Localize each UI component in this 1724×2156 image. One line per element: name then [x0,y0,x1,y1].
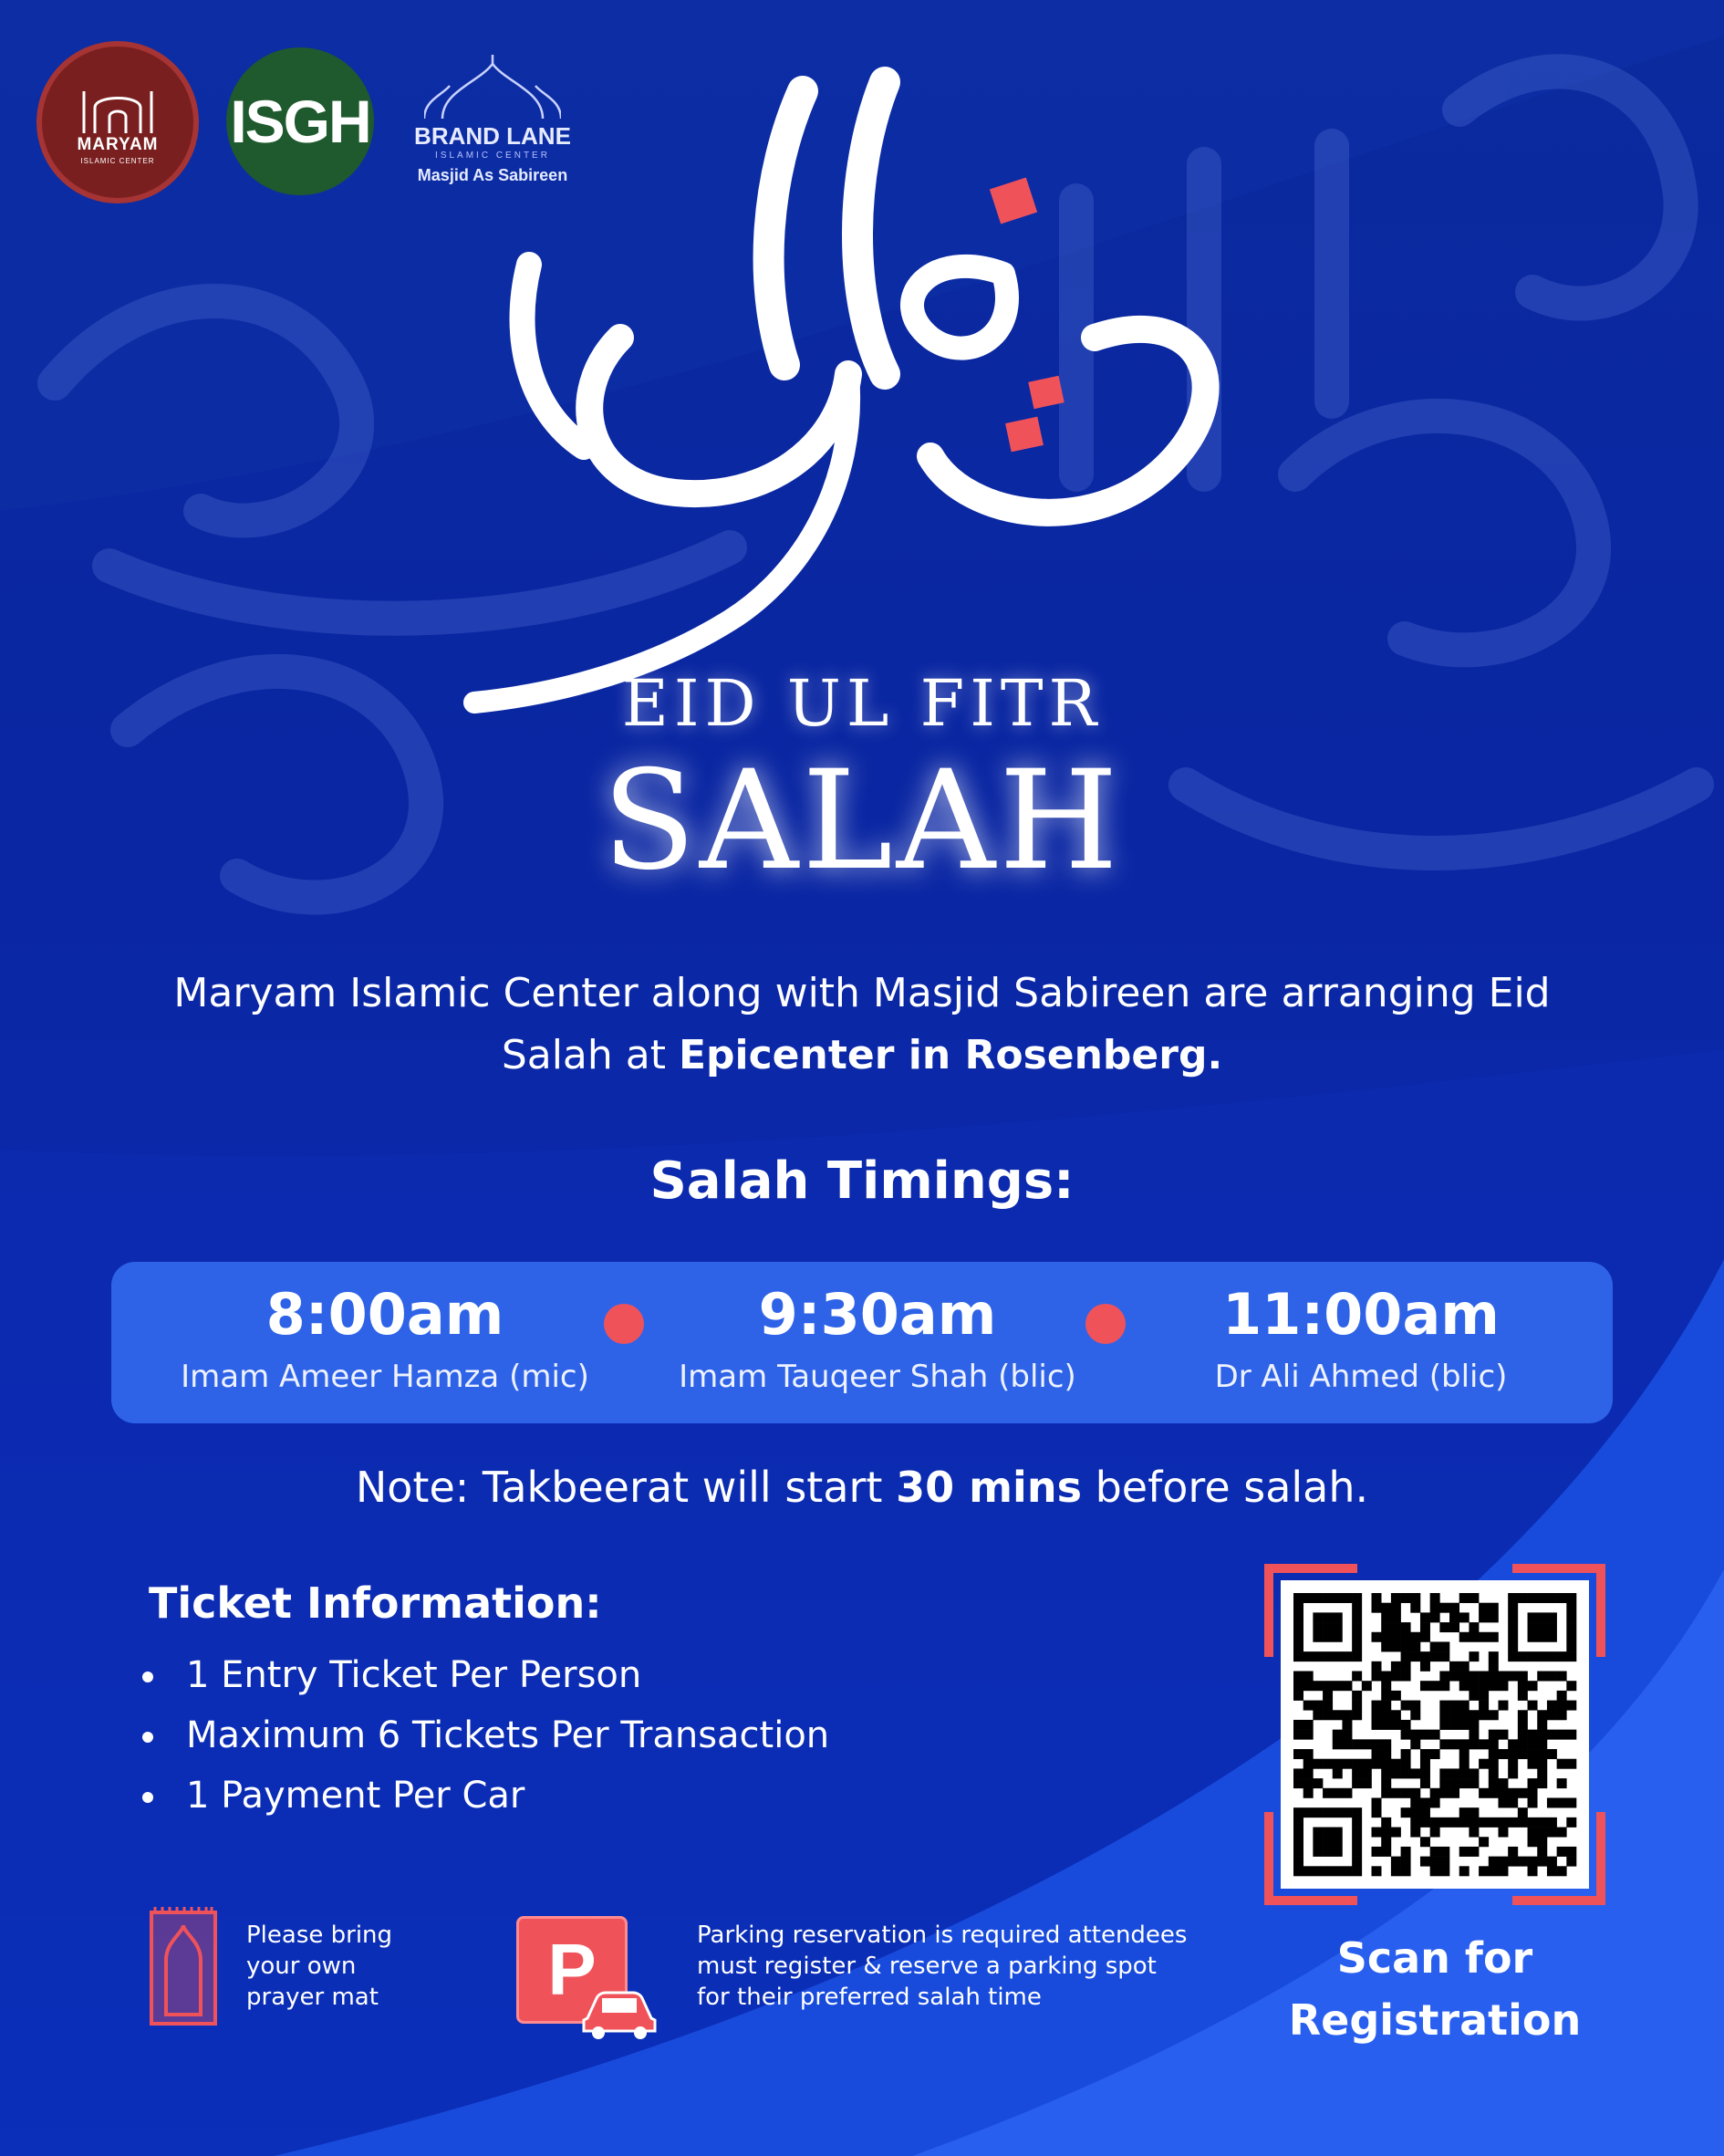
salah-timings-heading: Salah Timings: [649,1151,1075,1211]
timing-slot [175,1262,595,1423]
timing-time: 11:00am [1222,1281,1500,1348]
bullet-icon [142,1792,153,1803]
intro-text-plain: Maryam Islamic Center along with Masjid Sabireen are arranging Eid Salah at [173,970,1551,1078]
separator-dot-icon [1085,1304,1126,1344]
maryam-logo-name: MARYAM [77,134,159,154]
ticket-item-text: 1 Payment Per Car [186,1775,525,1817]
prayer-mat-note: Please bring your own prayer mat [246,1922,393,2011]
note-bold: 30 mins [896,1463,1082,1512]
list-item [139,1648,829,1708]
maryam-logo [36,41,199,203]
list-item [139,1708,829,1768]
parking-icon [516,1916,662,2044]
timing-slot [1169,1262,1553,1423]
qr-caption-line2: Registration [1288,1995,1582,2045]
ticket-info-list [139,1648,829,1828]
car-icon [578,1985,660,2040]
ticket-info-heading: Ticket Information: [149,1578,602,1628]
qr-code-image [1281,1580,1589,1889]
qr-caption [1259,1927,1611,2051]
bullet-icon [142,1732,153,1743]
ticket-item-text: 1 Entry Ticket Per Person [186,1654,642,1696]
mosque-icon [77,80,159,135]
timing-slot [640,1262,1115,1423]
brand-lane-masjid: Masjid As Sabireen [417,166,568,184]
timing-time: 9:30am [758,1281,997,1348]
parking-note: Parking reservation is required attendees must register & reserve a parking spot for their preferred salah time [697,1922,1188,2011]
ticket-item-text: Maximum 6 Tickets Per Transaction [186,1714,830,1756]
prayer-mat-icon [146,1905,221,2031]
timing-imam: Imam Tauqeer Shah (blic) [679,1359,1076,1396]
timing-imam: Imam Ameer Hamza (mic) [181,1359,589,1396]
brand-lane-sub: ISLAMIC CENTER [435,151,550,161]
note-before: Note: Takbeerat will start [355,1463,897,1512]
bullet-icon [142,1672,153,1682]
title-eid-ul-fitr: EID UL FITR [621,666,1103,741]
intro-venue: Epicenter in Rosenberg. [678,1032,1223,1078]
note-after: before salah. [1081,1463,1369,1512]
brand-lane-title: BRAND LANE [414,122,571,150]
maryam-logo-sub: ISLAMIC CENTER [80,156,155,165]
registration-qr-code[interactable] [1264,1564,1605,1905]
timing-time: 8:00am [265,1281,504,1348]
separator-dot-icon [604,1304,644,1344]
timing-imam: Dr Ali Ahmed (blic) [1214,1359,1508,1396]
salah-timings-panel [111,1262,1613,1423]
intro-text [146,963,1578,1087]
qr-caption-line1: Scan for [1336,1933,1533,1983]
takbeerat-note [0,1463,1724,1512]
eid-ul-fitr-calligraphy [456,64,1259,757]
parking-letter: P [547,1929,597,2010]
isgh-logo [226,47,374,195]
list-item [139,1768,829,1828]
qr-pattern [1281,1580,1589,1889]
isgh-logo-text: ISGH [230,88,370,155]
title-salah: SALAH [602,742,1122,901]
